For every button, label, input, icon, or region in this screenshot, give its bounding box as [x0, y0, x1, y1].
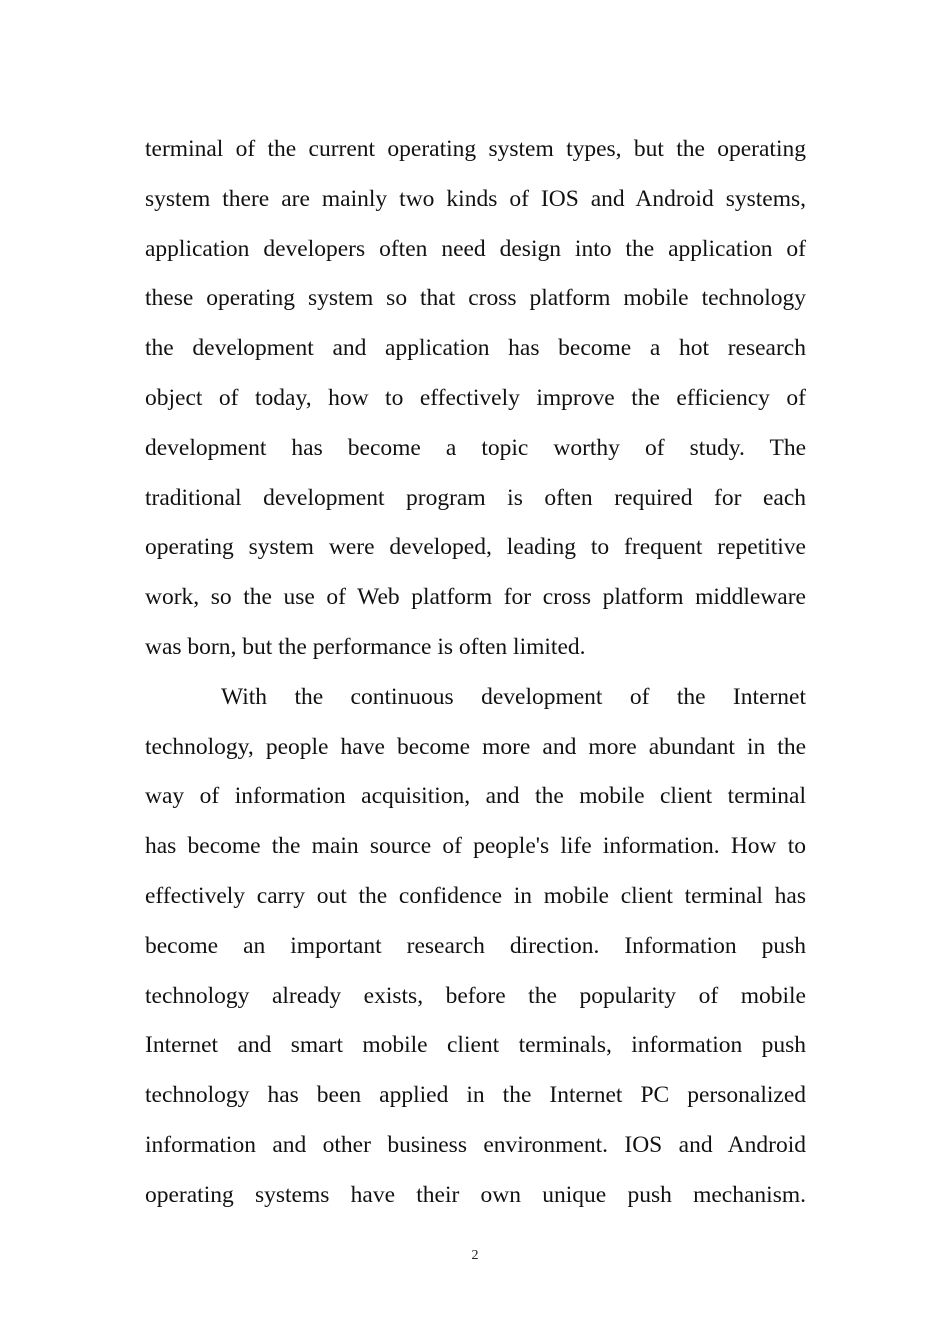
- paragraph-1: [145, 125, 806, 673]
- text-line: With the continuous development of the Internet: [221, 683, 806, 710]
- text-line: system there are mainly two kinds of IOS and Android systems,: [145, 185, 806, 212]
- text-line: become an important research direction. Information push: [145, 932, 806, 959]
- text-line: technology, people have become more and more abundant in the: [145, 733, 806, 760]
- text-line: technology has been applied in the Internet PC personalized: [145, 1082, 806, 1109]
- paragraph-2: [145, 673, 806, 1221]
- text-line: way of information acquisition, and the mobile client terminal: [145, 783, 806, 810]
- body-text: [145, 125, 806, 1221]
- page-number: 2: [471, 1248, 479, 1263]
- text-line: was born, but the performance is often limited.: [145, 633, 586, 660]
- text-line: operating system were developed, leading to frequent repetitive: [145, 534, 806, 561]
- text-line: operating systems have their own unique push mechanism.: [145, 1181, 806, 1208]
- text-line: object of today, how to effectively improve the efficiency of: [145, 384, 806, 411]
- text-line: technology already exists, before the popularity of mobile: [145, 982, 806, 1009]
- text-line: traditional development program is often required for each: [145, 484, 806, 511]
- text-line: has become the main source of people's life information. How to: [145, 833, 806, 860]
- text-line: information and other business environment. IOS and Android: [145, 1131, 806, 1158]
- text-line: application developers often need design into the application of: [145, 235, 806, 262]
- text-line: the development and application has become a hot research: [145, 335, 806, 362]
- text-line: terminal of the current operating system types, but the operating: [145, 136, 806, 162]
- text-line: work, so the use of Web platform for cross platform middleware: [145, 584, 806, 611]
- text-line: these operating system so that cross platform mobile technology: [145, 285, 806, 312]
- text-line: Internet and smart mobile client terminals, information push: [145, 1032, 806, 1059]
- text-line: development has become a topic worthy of study. The: [145, 434, 806, 461]
- text-line: effectively carry out the confidence in mobile client terminal has: [145, 882, 806, 909]
